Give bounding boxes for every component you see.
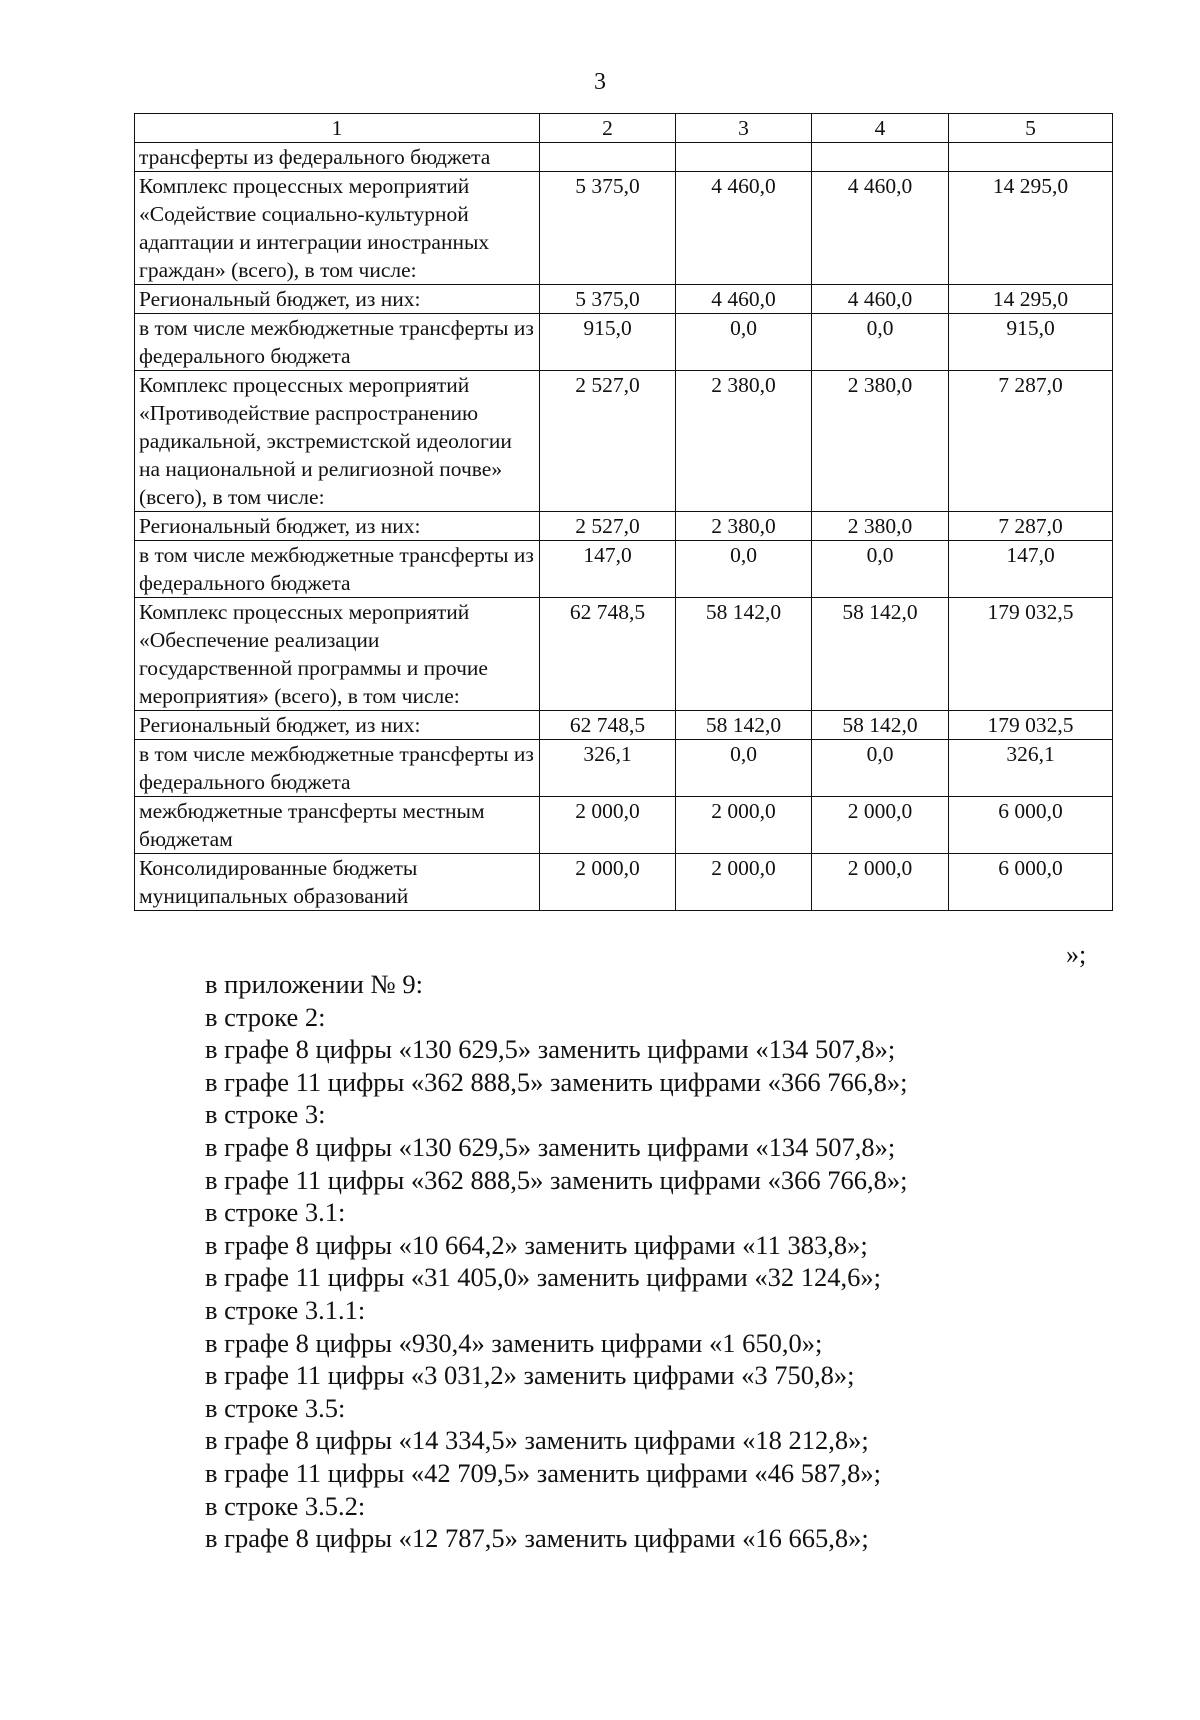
value-cell: 14 295,0 [949, 285, 1113, 314]
column-header: 5 [949, 114, 1113, 143]
value-cell: 2 380,0 [812, 371, 949, 512]
instruction-line: в графе 11 цифры «3 031,2» заменить цифрами «3 750,8»; [205, 1360, 855, 1391]
value-cell: 147,0 [949, 541, 1113, 598]
value-cell: 2 000,0 [676, 854, 812, 911]
value-cell [540, 143, 676, 172]
table-row [135, 371, 1113, 512]
instruction-line: в строке 2: [205, 1001, 326, 1032]
page-number: 3 [594, 69, 606, 95]
table-row [135, 541, 1113, 598]
value-cell: 14 295,0 [949, 172, 1113, 285]
value-cell: 2 380,0 [676, 371, 812, 512]
row-label: в том числе межбюджетные трансферты из федерального бюджета [135, 314, 540, 371]
value-cell: 4 460,0 [676, 172, 812, 285]
value-cell: 6 000,0 [949, 854, 1113, 911]
row-label: в том числе межбюджетные трансферты из федерального бюджета [135, 541, 540, 598]
instruction-line: в графе 8 цифры «12 787,5» заменить цифрами «16 665,8»; [205, 1523, 869, 1554]
value-cell: 0,0 [812, 314, 949, 371]
value-cell: 179 032,5 [949, 598, 1113, 711]
column-header: 1 [135, 114, 540, 143]
table-row [135, 143, 1113, 172]
instruction-line: в графе 8 цифры «130 629,5» заменить цифрами «134 507,8»; [205, 1034, 896, 1065]
table-row [135, 711, 1113, 740]
value-cell [949, 143, 1113, 172]
value-cell: 62 748,5 [540, 711, 676, 740]
value-cell: 4 460,0 [812, 285, 949, 314]
budget-table [134, 113, 1113, 911]
value-cell: 0,0 [812, 541, 949, 598]
value-cell: 5 375,0 [540, 285, 676, 314]
instruction-line: в графе 11 цифры «362 888,5» заменить цифрами «366 766,8»; [205, 1164, 908, 1195]
table-row [135, 285, 1113, 314]
value-cell: 58 142,0 [676, 711, 812, 740]
instruction-line: в строке 3.1.1: [205, 1294, 366, 1325]
value-cell: 0,0 [812, 740, 949, 797]
closing-quote: »; [1066, 940, 1087, 969]
row-label: Региональный бюджет, из них: [135, 285, 540, 314]
value-cell: 58 142,0 [676, 598, 812, 711]
row-label: межбюджетные трансферты местным бюджетам [135, 797, 540, 854]
column-header: 2 [540, 114, 676, 143]
value-cell: 2 380,0 [812, 512, 949, 541]
value-cell: 0,0 [676, 314, 812, 371]
table-header-row [135, 114, 1113, 143]
value-cell: 147,0 [540, 541, 676, 598]
value-cell: 326,1 [540, 740, 676, 797]
value-cell: 915,0 [540, 314, 676, 371]
column-header: 3 [676, 114, 812, 143]
table-row [135, 854, 1113, 911]
table-row [135, 314, 1113, 371]
value-cell: 4 460,0 [676, 285, 812, 314]
table-row [135, 740, 1113, 797]
instruction-line: в графе 8 цифры «130 629,5» заменить цифрами «134 507,8»; [205, 1131, 896, 1162]
row-label: Комплекс процессных мероприятий «Противодействие распространению радикальной, экстремистской идеологии на национальной и религиозной почве» (всего), в том числе: [135, 371, 540, 512]
value-cell: 2 527,0 [540, 371, 676, 512]
value-cell: 2 000,0 [812, 797, 949, 854]
instruction-line: в графе 11 цифры «362 888,5» заменить цифрами «366 766,8»; [205, 1066, 908, 1097]
row-label: Региональный бюджет, из них: [135, 512, 540, 541]
instruction-line: в графе 8 цифры «930,4» заменить цифрами «1 650,0»; [205, 1327, 823, 1358]
value-cell: 58 142,0 [812, 711, 949, 740]
value-cell: 326,1 [949, 740, 1113, 797]
value-cell: 179 032,5 [949, 711, 1113, 740]
value-cell [812, 143, 949, 172]
row-label: Комплекс процессных мероприятий «Обеспечение реализации государственной программы и прочие мероприятия» (всего), в том числе: [135, 598, 540, 711]
value-cell: 2 000,0 [540, 854, 676, 911]
value-cell: 2 527,0 [540, 512, 676, 541]
instruction-line: в строке 3.5.2: [205, 1490, 366, 1521]
value-cell: 4 460,0 [812, 172, 949, 285]
instruction-line: в строке 3.5: [205, 1392, 346, 1423]
row-label: трансферты из федерального бюджета [135, 143, 540, 172]
value-cell: 62 748,5 [540, 598, 676, 711]
value-cell: 7 287,0 [949, 371, 1113, 512]
table-row [135, 797, 1113, 854]
value-cell: 58 142,0 [812, 598, 949, 711]
row-label: Консолидированные бюджеты муниципальных образований [135, 854, 540, 911]
instruction-line: в приложении № 9: [205, 969, 423, 999]
value-cell: 7 287,0 [949, 512, 1113, 541]
value-cell: 0,0 [676, 740, 812, 797]
instruction-line: в строке 3: [205, 1099, 326, 1130]
value-cell: 0,0 [676, 541, 812, 598]
row-label: Комплекс процессных мероприятий «Содействие социально-культурной адаптации и интеграции иностранных граждан» (всего), в том числе: [135, 172, 540, 285]
column-header: 4 [812, 114, 949, 143]
table-row [135, 598, 1113, 711]
row-label: в том числе межбюджетные трансферты из федерального бюджета [135, 740, 540, 797]
instruction-line: в графе 11 цифры «42 709,5» заменить цифрами «46 587,8»; [205, 1457, 881, 1488]
value-cell: 2 380,0 [676, 512, 812, 541]
row-label: Региональный бюджет, из них: [135, 711, 540, 740]
value-cell: 2 000,0 [812, 854, 949, 911]
value-cell: 2 000,0 [676, 797, 812, 854]
value-cell: 6 000,0 [949, 797, 1113, 854]
value-cell: 915,0 [949, 314, 1113, 371]
instruction-line: в графе 8 цифры «14 334,5» заменить цифрами «18 212,8»; [205, 1425, 869, 1456]
table-row [135, 512, 1113, 541]
value-cell: 5 375,0 [540, 172, 676, 285]
value-cell: 2 000,0 [540, 797, 676, 854]
instruction-line: в графе 11 цифры «31 405,0» заменить цифрами «32 124,6»; [205, 1262, 881, 1293]
amendment-instructions [205, 968, 1105, 1555]
instruction-line: в графе 8 цифры «10 664,2» заменить цифрами «11 383,8»; [205, 1229, 868, 1260]
table-row [135, 172, 1113, 285]
instruction-line: в строке 3.1: [205, 1197, 346, 1228]
value-cell [676, 143, 812, 172]
